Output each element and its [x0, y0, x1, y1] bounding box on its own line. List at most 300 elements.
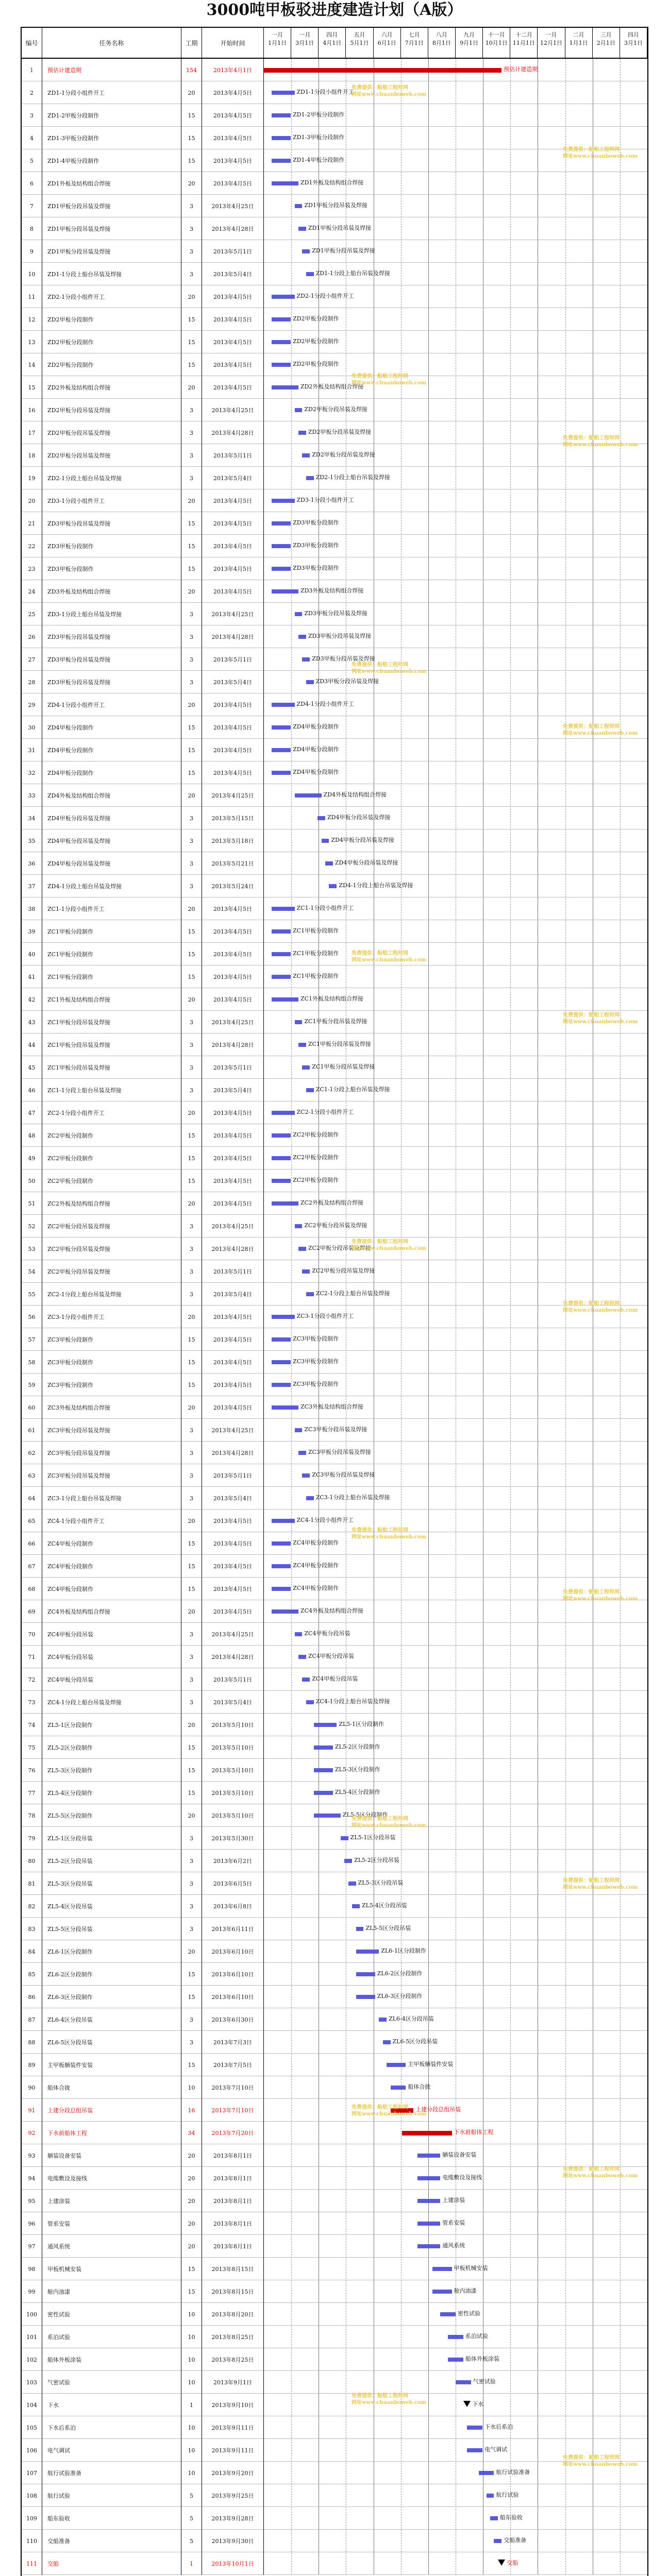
task-row: [22, 1646, 647, 1668]
task-row: [22, 1691, 647, 1714]
task-name: ZL5-2区分段吊装: [42, 1850, 181, 1872]
task-name: 舾装设备安装: [42, 2144, 181, 2167]
task-bar-label: ZL6-4区分段吊装: [389, 2015, 434, 2022]
task-duration: 34: [181, 2122, 202, 2144]
watermark-line: 网址www.chuanboweb.com: [352, 957, 427, 963]
task-number: 78: [22, 1804, 42, 1827]
month-header: [565, 28, 593, 59]
task-duration: 3: [181, 1487, 202, 1510]
month-header: [456, 28, 483, 59]
watermark-line: 网址www.chuanboweb.com: [352, 2111, 427, 2117]
task-bar: [298, 227, 306, 231]
task-name: ZC3甲板分段制作: [42, 1351, 181, 1374]
task-number: 77: [22, 1782, 42, 1804]
task-name: ZC3甲板分段吊装及焊接: [42, 1442, 181, 1464]
task-bar-label: ZC4外板及结构组合焊接: [300, 1607, 364, 1614]
task-duration: 15: [181, 1124, 202, 1147]
task-bar: [272, 703, 295, 707]
watermark-line: 免费提供：船舶工程师网: [563, 724, 620, 730]
task-duration: 5: [181, 2484, 202, 2507]
task-duration: 3: [181, 1691, 202, 1714]
task-bar-label: ZD4甲板分段吊装及焊接: [334, 859, 398, 866]
task-number: 91: [22, 2099, 42, 2122]
task-bar: [272, 929, 291, 934]
task-number: 17: [22, 421, 42, 444]
task-start: 2013年4月5日: [202, 172, 264, 195]
task-number: 26: [22, 625, 42, 648]
task-row: [22, 104, 647, 127]
task-duration: 15: [181, 1147, 202, 1170]
task-name: ZD1-2甲板分段制作: [42, 104, 181, 127]
task-row: [22, 535, 647, 557]
task-start: 2013年5月1日: [202, 648, 264, 671]
task-start: 2013年4月28日: [202, 625, 264, 648]
task-start: 2013年5月10日: [202, 1714, 264, 1736]
task-number: 92: [22, 2122, 42, 2144]
task-bar: [298, 1043, 306, 1047]
task-bar-label: ZL5-5区分段吊装: [365, 1925, 411, 1931]
task-bar: [387, 2063, 406, 2067]
task-row: [22, 671, 647, 693]
task-start: 2013年5月18日: [202, 829, 264, 852]
task-bar: [272, 340, 291, 344]
task-start: 2013年8月25日: [202, 2348, 264, 2371]
month-label: 三月: [600, 31, 612, 38]
task-start: 2013年4月25日: [202, 1215, 264, 1238]
task-start: 2013年6月5日: [202, 1872, 264, 1895]
task-duration: 20: [181, 693, 202, 716]
task-start: 2013年6月10日: [202, 1986, 264, 2008]
task-row: [22, 807, 647, 829]
task-number: 105: [22, 2416, 42, 2439]
task-bar: [272, 1201, 298, 1206]
task-row: [22, 2484, 647, 2507]
task-bar: [272, 997, 298, 1002]
task-start: 2013年5月1日: [202, 444, 264, 467]
task-row: [22, 1056, 647, 1079]
task-bar-label: ZD4-1分段上船台吊装及焊接: [339, 882, 413, 889]
task-duration: 15: [181, 535, 202, 557]
task-bar: [272, 725, 291, 730]
task-bar: [272, 363, 291, 367]
task-name: ZD2-1分段上船台吊装及焊接: [42, 467, 181, 489]
task-row: [22, 2235, 647, 2258]
task-number: 23: [22, 557, 42, 580]
task-start: 2013年9月28日: [202, 2507, 264, 2530]
task-bar-label: ZC1甲板分段吊装及焊接: [304, 1018, 367, 1025]
task-row: [22, 1079, 647, 1101]
task-bar-label: ZD1甲板分段吊装及焊接: [312, 247, 375, 254]
task-duration: 3: [181, 625, 202, 648]
task-bar: [272, 499, 295, 503]
task-bar-label: 船体外板涂装: [465, 2355, 499, 2362]
task-row: [22, 2348, 647, 2371]
task-duration: 20: [181, 1396, 202, 1419]
watermark-line: 免费提供：船舶工程师网: [352, 1239, 408, 1245]
task-duration: 3: [181, 1918, 202, 1940]
task-start: 2013年4月5日: [202, 285, 264, 308]
task-bar-label: ZL6-5区分段吊装: [392, 2038, 438, 2045]
task-number: 19: [22, 467, 42, 489]
task-number: 7: [22, 195, 42, 217]
task-row: [22, 2507, 647, 2530]
task-bar: [272, 1383, 291, 1387]
month-header: [620, 28, 647, 59]
task-bar: [448, 2335, 463, 2339]
task-start: 2013年4月28日: [202, 1033, 264, 1056]
task-name: ZC1甲板分段吊装及焊接: [42, 1033, 181, 1056]
task-name: ZD2-1分段小组件开工: [42, 285, 181, 308]
task-bar: [302, 453, 310, 457]
task-start: 2013年7月10日: [202, 2099, 264, 2122]
task-duration: 15: [181, 149, 202, 172]
task-start: 2013年4月5日: [202, 489, 264, 512]
task-number: 75: [22, 1736, 42, 1759]
task-bar: [272, 975, 291, 979]
task-number: 110: [22, 2530, 42, 2552]
task-number: 72: [22, 1668, 42, 1691]
task-bar: [306, 680, 314, 684]
task-name: ZC4甲板分段吊装: [42, 1668, 181, 1691]
watermark-line: 网址www.chuanboweb.com: [563, 1308, 638, 1313]
task-name: 交船: [42, 2552, 181, 2575]
task-duration: 1: [181, 2552, 202, 2575]
task-bar: [356, 1995, 375, 1999]
task-start: 2013年4月5日: [202, 1124, 264, 1147]
task-bar: [302, 1269, 310, 1274]
task-start: 2013年9月10日: [202, 2394, 264, 2416]
task-number: 82: [22, 1895, 42, 1918]
task-name: 管系安装: [42, 2212, 181, 2235]
task-name: ZD2甲板分段制作: [42, 308, 181, 331]
watermark-line: 网址www.chuanboweb.com: [563, 1019, 638, 1025]
task-number: 76: [22, 1759, 42, 1782]
task-bar-label: ZL5-3区分段吊装: [358, 1879, 404, 1886]
task-duration: 3: [181, 1668, 202, 1691]
task-duration: 3: [181, 467, 202, 489]
task-bar-label: ZL6-1区分段制作: [381, 1947, 426, 1954]
task-row: [22, 2552, 647, 2575]
task-start: 2013年4月5日: [202, 1374, 264, 1396]
task-duration: 15: [181, 1532, 202, 1555]
month-date: 9月1日: [460, 40, 479, 46]
task-row: [22, 1283, 647, 1306]
task-row: [22, 2280, 647, 2303]
task-duration: 20: [181, 2167, 202, 2190]
task-duration: 3: [181, 1011, 202, 1033]
task-row: [22, 1192, 647, 1215]
task-bar: [494, 2539, 501, 2543]
task-bar-label: ZC3-1分段上船台吊装及焊接: [315, 1494, 390, 1501]
watermark-line: 免费提供：船舶工程师网: [352, 951, 408, 956]
task-duration: 15: [181, 1555, 202, 1578]
task-duration: 15: [181, 331, 202, 353]
watermark-line: 免费提供：船舶工程师网: [563, 435, 620, 441]
task-duration: 10: [181, 2348, 202, 2371]
task-name: ZD1-4甲板分段制作: [42, 149, 181, 172]
task-name: ZC4甲板分段吊装: [42, 1646, 181, 1668]
task-number: 111: [22, 2552, 42, 2575]
task-bar: [272, 1541, 291, 1546]
task-bar-label: 预估计建造期: [504, 66, 538, 73]
task-name: ZC4-1分段小组件开工: [42, 1510, 181, 1532]
task-bar: [432, 2267, 451, 2271]
task-bar-label: ZC4甲板分段制作: [293, 1585, 339, 1591]
task-row: [22, 353, 647, 376]
task-row: [22, 2190, 647, 2212]
task-duration: 3: [181, 240, 202, 263]
task-bar-label: ZC2甲板分段吊装及焊接: [312, 1267, 375, 1274]
task-start: 2013年4月5日: [202, 104, 264, 127]
task-name: ZC3外板及结构组合焊接: [42, 1396, 181, 1419]
task-start: 2013年6月10日: [202, 1940, 264, 1963]
task-duration: 3: [181, 852, 202, 875]
task-number: 3: [22, 104, 42, 127]
task-number: 104: [22, 2394, 42, 2416]
task-bar: [448, 2358, 463, 2362]
task-row: [22, 2144, 647, 2167]
task-bar-label: 甲板机械安装: [454, 2265, 488, 2272]
task-name: ZC2甲板分段吊装及焊接: [42, 1215, 181, 1238]
task-number: 70: [22, 1623, 42, 1646]
task-row: [22, 603, 647, 625]
task-name: 船体外板涂装: [42, 2348, 181, 2371]
task-number: 14: [22, 353, 42, 376]
task-number: 42: [22, 988, 42, 1011]
task-bar: [314, 1814, 341, 1818]
task-bar-label: ZD3-1分段小组件开工: [296, 497, 354, 503]
task-row: [22, 2031, 647, 2054]
task-duration: 3: [181, 1827, 202, 1850]
task-row: [22, 1578, 647, 1600]
task-bar-label: ZD3外板及结构组合焊接: [300, 587, 364, 594]
task-row: [22, 1872, 647, 1895]
task-duration: 20: [181, 2235, 202, 2258]
task-row: [22, 1464, 647, 1487]
task-bar: [272, 771, 291, 775]
task-bar: [272, 1405, 298, 1410]
task-start: 2013年9月1日: [202, 2371, 264, 2394]
watermark-line: 网址www.chuanboweb.com: [352, 669, 427, 674]
task-bar-label: 气密试验: [473, 2378, 496, 2385]
task-bar: [298, 635, 306, 639]
task-duration: 15: [181, 761, 202, 784]
task-bar-label: ZD3甲板分段制作: [293, 542, 339, 549]
task-number: 20: [22, 489, 42, 512]
task-name: ZC3甲板分段吊装及焊接: [42, 1464, 181, 1487]
task-name: ZC2甲板分段制作: [42, 1124, 181, 1147]
task-number: 45: [22, 1056, 42, 1079]
task-bar: [302, 1065, 310, 1070]
month-date: 10月1日: [485, 40, 508, 46]
watermark-line: 免费提供：船舶工程师网: [563, 2166, 620, 2172]
task-start: 2013年5月1日: [202, 240, 264, 263]
task-name: ZD1外板及结构组合焊接: [42, 172, 181, 195]
task-duration: 20: [181, 172, 202, 195]
task-bar: [417, 2176, 441, 2180]
task-number: 94: [22, 2167, 42, 2190]
task-start: 2013年7月3日: [202, 2031, 264, 2054]
watermark-line: 免费提供：船舶工程师网: [563, 1301, 620, 1307]
task-bar-label: ZC2甲板分段制作: [293, 1131, 339, 1138]
task-start: 2013年4月5日: [202, 535, 264, 557]
task-duration: 3: [181, 1646, 202, 1668]
task-start: 2013年4月25日: [202, 1011, 264, 1033]
task-name: ZD3甲板分段吊装及焊接: [42, 625, 181, 648]
task-duration: 3: [181, 195, 202, 217]
task-start: 2013年5月10日: [202, 1759, 264, 1782]
task-bar: [306, 1700, 314, 1704]
task-number: 29: [22, 693, 42, 716]
task-bar: [272, 1156, 291, 1160]
task-name: ZC1外板及结构组合焊接: [42, 988, 181, 1011]
task-bar: [302, 1677, 310, 1682]
task-row: [22, 2054, 647, 2076]
task-duration: 20: [181, 1714, 202, 1736]
month-label: 十一月: [488, 31, 505, 38]
task-bar: [456, 2380, 471, 2384]
task-name: ZC2甲板分段制作: [42, 1147, 181, 1170]
task-name: ZD4-1分段上船台吊装及焊接: [42, 875, 181, 897]
task-duration: 3: [181, 1238, 202, 1260]
task-start: 2013年4月5日: [202, 376, 264, 399]
task-bar: [302, 1473, 310, 1478]
month-header: [428, 28, 456, 59]
watermark-line: 免费提供：船舶工程师网: [352, 1528, 408, 1533]
task-number: 99: [22, 2280, 42, 2303]
task-duration: 10: [181, 2462, 202, 2484]
task-start: 2013年4月5日: [202, 988, 264, 1011]
task-name: 电气调试: [42, 2439, 181, 2462]
task-start: 2013年5月1日: [202, 1668, 264, 1691]
task-bar: [298, 1451, 306, 1455]
task-row: [22, 1736, 647, 1759]
task-number: 85: [22, 1963, 42, 1986]
task-number: 46: [22, 1079, 42, 1101]
task-row: [22, 784, 647, 807]
task-row: [22, 1328, 647, 1351]
task-bar-label: ZC4-1分段小组件开工: [296, 1517, 354, 1523]
task-number: 86: [22, 1986, 42, 2008]
task-duration: 15: [181, 1986, 202, 2008]
task-duration: 20: [181, 1804, 202, 1827]
task-bar: [317, 816, 325, 820]
task-name: ZD4甲板分段制作: [42, 739, 181, 761]
task-row: [22, 1487, 647, 1510]
task-duration: 154: [181, 59, 202, 81]
month-header: [291, 28, 319, 59]
task-bar-label: ZC2外板及结构组合焊接: [300, 1199, 364, 1206]
task-number: 36: [22, 852, 42, 875]
task-bar-label: 下水: [472, 2401, 484, 2408]
task-duration: 3: [181, 603, 202, 625]
task-bar: [272, 907, 295, 911]
task-number: 106: [22, 2439, 42, 2462]
task-name: ZC4甲板分段制作: [42, 1532, 181, 1555]
task-name: ZD3-1分段上船台吊装及焊接: [42, 603, 181, 625]
task-duration: 3: [181, 1215, 202, 1238]
task-name: ZD4外板及结构组合焊接: [42, 784, 181, 807]
month-header: [319, 28, 346, 59]
task-bar: [272, 748, 291, 752]
task-row: [22, 195, 647, 217]
task-bar: [432, 2290, 451, 2294]
task-bar: [272, 544, 291, 548]
task-number: 65: [22, 1510, 42, 1532]
task-bar-label: ZD1外板及结构组合焊接: [300, 179, 364, 186]
task-start: 2013年4月5日: [202, 308, 264, 331]
task-number: 95: [22, 2190, 42, 2212]
task-row: [22, 920, 647, 943]
task-name: ZL5-4区分段吊装: [42, 1895, 181, 1918]
task-number: 22: [22, 535, 42, 557]
task-row: [22, 2258, 647, 2280]
task-start: 2013年4月5日: [202, 331, 264, 353]
task-start: 2013年4月5日: [202, 693, 264, 716]
task-duration: 20: [181, 2144, 202, 2167]
task-bar-label: ZD4甲板分段吊装及焊接: [327, 814, 391, 821]
task-bar-label: 主甲板舾装件安装: [408, 2061, 454, 2067]
task-duration: 15: [181, 1759, 202, 1782]
critical-task-bar: [391, 2108, 414, 2113]
task-bar: [272, 567, 291, 571]
task-start: 2013年5月4日: [202, 1487, 264, 1510]
task-name: ZC4-1分段上船台吊装及焊接: [42, 1691, 181, 1714]
task-bar: [417, 2222, 441, 2226]
watermark-line: 免费提供：船舶工程师网: [352, 2105, 408, 2110]
month-label: 九月: [463, 31, 475, 38]
task-duration: 15: [181, 739, 202, 761]
task-name: ZD3甲板分段吊装及焊接: [42, 648, 181, 671]
task-bar-label: ZD3甲板分段制作: [293, 565, 339, 571]
task-name: 预估计建造期: [42, 59, 181, 81]
task-bar-label: ZD4甲板分段制作: [293, 723, 339, 730]
task-start: 2013年5月21日: [202, 852, 264, 875]
task-bar: [272, 1133, 291, 1138]
task-number: 41: [22, 965, 42, 988]
task-bar-label: 航行试验: [496, 2492, 519, 2498]
task-row: [22, 263, 647, 285]
task-number: 1: [22, 59, 42, 81]
task-number: 28: [22, 671, 42, 693]
task-duration: 20: [181, 1306, 202, 1328]
task-bar: [344, 1859, 352, 1863]
task-duration: 3: [181, 1464, 202, 1487]
task-duration: 16: [181, 2099, 202, 2122]
task-start: 2013年4月25日: [202, 784, 264, 807]
task-bar: [272, 1609, 298, 1614]
month-label: 六月: [381, 31, 393, 38]
task-bar-label: ZL5-2区分段吊装: [354, 1857, 399, 1863]
task-duration: 3: [181, 421, 202, 444]
task-bar: [272, 1519, 295, 1523]
task-start: 2013年5月30日: [202, 1827, 264, 1850]
task-bar-label: 船东验收: [499, 2514, 523, 2521]
task-bar-label: ZD2外板及结构组合焊接: [300, 383, 364, 390]
task-bar: [314, 1791, 333, 1795]
task-duration: 20: [181, 2212, 202, 2235]
watermark-line: 免费提供：船舶工程师网: [352, 374, 408, 379]
task-number: 67: [22, 1555, 42, 1578]
task-name: ZL5-1区分段吊装: [42, 1827, 181, 1850]
task-row: [22, 625, 647, 648]
task-row: [22, 81, 647, 104]
task-number: 79: [22, 1827, 42, 1850]
task-duration: 20: [181, 81, 202, 104]
task-start: 2013年4月5日: [202, 127, 264, 149]
task-number: 4: [22, 127, 42, 149]
task-bar-label: ZC2甲板分段制作: [293, 1177, 339, 1183]
